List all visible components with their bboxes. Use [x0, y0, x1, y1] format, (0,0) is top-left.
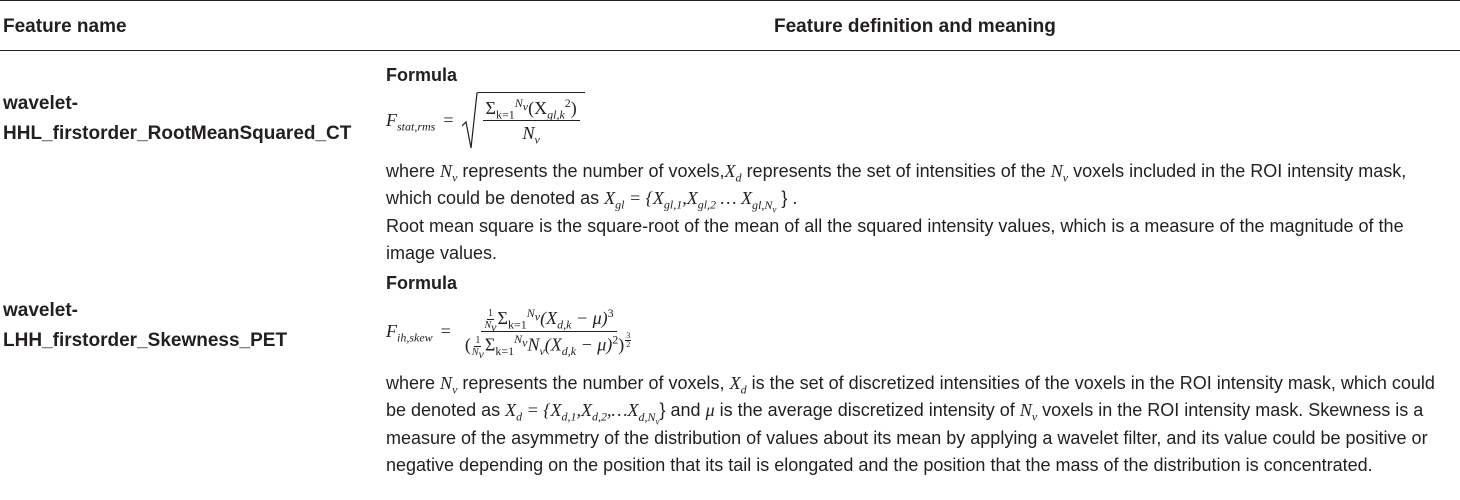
feature-name-row1: wavelet- HHL_firstorder_RootMeanSquared_CT	[3, 93, 352, 144]
table-top-rule	[0, 0, 1460, 1]
description-row2: where $N_v$ represents the number of voxels, $X_d$ is the set of discretized intensities of the voxels in the ROI intensity mask, which could be denoted as $X_d$ = $\{X_{d,1},X_{d,2},\dots X_{d,N_v}\}$ and μ is the average discretized intensity of $N_v$ voxels in the ROI intensity mask. Skewness is a measure of the asymmetry of the distribution of values about its mean by applying a wavelet filter, and its value could be positive or negative depending on the position that its tail is elongated and the position that the mass of the distribution is concentrated.	[386, 372, 1435, 475]
formula-label: Formula	[386, 273, 458, 293]
formula-label: Formula	[386, 65, 458, 85]
description-row1-meaning: Root mean square is the square-root of the mean of all the squared intensity values, which is a measure of the magnitude of the image values.	[386, 215, 1404, 263]
description-row1: where $N_v$ represents the number of $voxels,X_d$ represents the set of intensities of the $N_v$ voxels included in the ROI intensity mask, which could be denoted as $X_{gl} = \{X_{gl,1},X_{gl,2}$ … $X_{gl,N_v}$ } .	[386, 160, 1407, 214]
formula-rms: $F_{stat,rms}$ = $\frac{\Sigma_{k=1}^{N_v}(X_{gl,k}^2)}{N_v}$	[386, 90, 1456, 152]
definition-row2	[386, 270, 1456, 480]
sqrt-symbol: $\frac{\Sigma_{k=1}^{N_v}(X_{gl,k}^2)}{N_v}$	[462, 92, 585, 150]
formula-skewness: $F_{ih,skew}$ = $\frac{1}{N_v}$ $\Sigma_{k=1}^{N_v}(X_{d,k} - \mu)^3$ ( $\frac{1}{N_v}$ $\Sigma_{k=1}^{N_v}N_v(X_{d,k} - \mu)^2$) $^{\frac{3}{2}}$	[386, 305, 631, 361]
header-bottom-rule	[0, 50, 1460, 51]
header-definition: Feature definition and meaning	[774, 16, 1056, 37]
definition-row1	[386, 62, 1456, 268]
header-feature-name: Feature name	[3, 16, 127, 37]
feature-name-row2: wavelet- LHH_firstorder_Skewness_PET	[3, 300, 288, 351]
